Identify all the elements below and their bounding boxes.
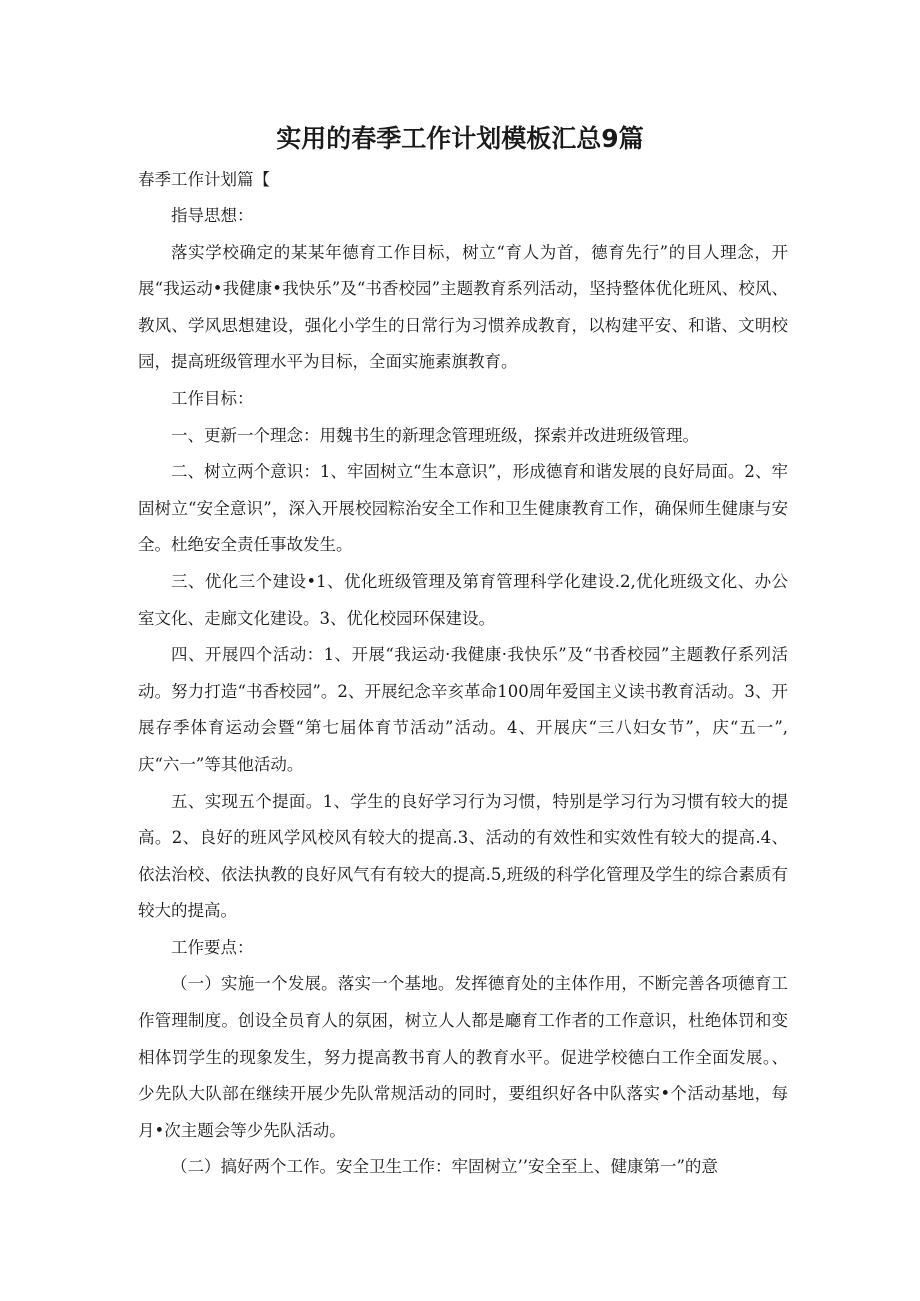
document-body xyxy=(138,198,788,1186)
paragraph: 落实学校确定的某某年德育工作目标，树立“育人为首，德育先行”的目人理念，开展“我运动•我健康•我快乐”及“书香校园”主题教育系列活动，坚持整体优化班风、校风、教风、学风思想建设，强化小学生的日常行为习惯养成教育，以构建平安、和谐、文明校园，提高班级管理水平为目标，全面实施素旗教育。 xyxy=(138,242,788,372)
paragraph: 指导思想： xyxy=(171,206,254,225)
paragraph: 工作目标： xyxy=(171,388,254,408)
paragraph: 五、实现五个提面。1、学生的良好学习行为习惯，特别是学习行为习惯有较大的提高。2、良好的班风学风校风有较大的提高.3、活动的有效性和实效性有较大的提高.4、依法治校、依法执教的良好风气有有较大的提高.5,班级的科学化管理及学生的综合素质有较大的提高。 xyxy=(138,791,788,921)
paragraph: 工作要点： xyxy=(171,937,254,957)
paragraph: （二）搞好两个工作。安全卫生工作：牢固树立’’安全至上、健康第一”的意 xyxy=(171,1157,718,1177)
document-title: 实用的春季工作计划模板汇总9篇 xyxy=(276,124,644,153)
paragraph: 一、更新一个理念：用魏书生的新理念管理班级，探索并改进班级管理。 xyxy=(171,425,699,445)
paragraph: 四、开展四个活动：1、开展“我运动·我健康·我快乐”及“书香校园”主题教仔系列活动。努力打造“书香校园”。2、开展纪念辛亥革命100周年爱国主义读书教育活动。3、开展存季体育运动会暨“第七届体育节活动”活动。4、开展庆“三八妇女节”，庆“五一”,庆“六一”等其他活动。 xyxy=(138,645,788,774)
paragraph: 二、树立两个意识：1、牢固树立“生本意识”，形成德育和谐发展的良好局面。2、牢固树立“安全意识”，深入开展校园粽治安全工作和卫生健康教育工作，确保师生健康与安全。杜绝安全责任事故发生。 xyxy=(138,462,788,555)
section-heading: 春季工作计划篇【 xyxy=(138,170,270,189)
paragraph: 三、优化三个建设•1、优化班级管理及第育管理科学化建设.2,优化班级文化、办公室文化、走廊文化建设。3、优化校园环保建设。 xyxy=(138,571,788,628)
paragraph: （一）实施一个发展。落实一个基地。发挥德育处的主体作用，不断完善各项德育工作管理制度。创设全员育人的氛困，树立人人都是廰育工作者的工作意识，杜绝体罚和变相体罚学生的现象发生，努力提高教书育人的教育水平。促进学校德白工作全面发展。、少先队大队部在继续开展少先队常规活动的同时，要组织好各中队落实•个活动基地，每月•次主题会等少先队活动。 xyxy=(138,974,788,1140)
